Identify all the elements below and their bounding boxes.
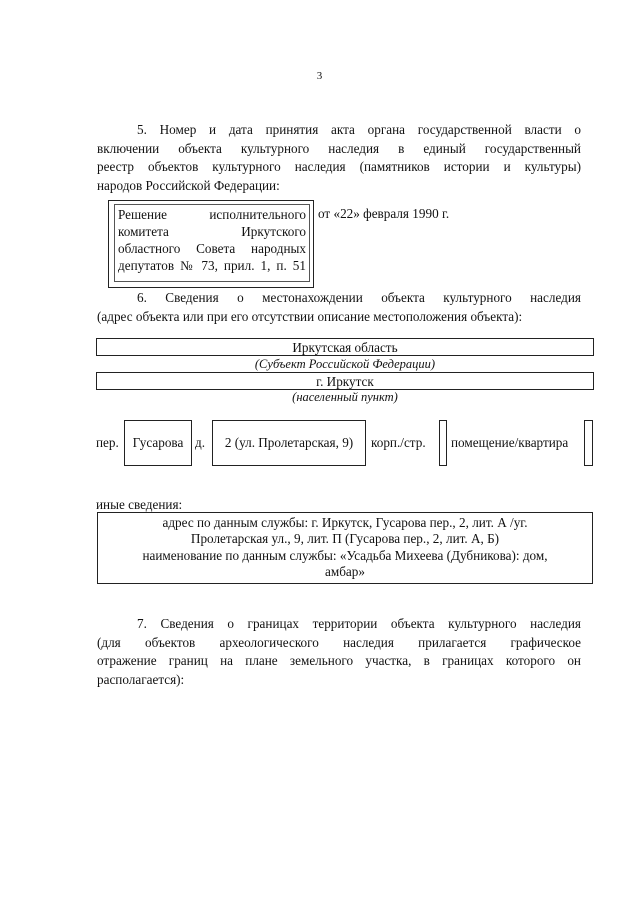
region-field: Иркутская область (96, 338, 594, 356)
decision-line: областного Совета народных (118, 241, 306, 256)
decision-line: комитета Иркутского (118, 224, 306, 239)
other-info-field (101, 515, 589, 581)
building-label: корп./стр. (371, 435, 426, 450)
other-info-line: наименование по данным службы: «Усадьба Михеева (Дубникова): дом, (142, 547, 548, 563)
section-6-line: 6. Сведения о местонахождении объекта культурного наследия (137, 290, 581, 305)
section-5-line: 5. Номер и дата принятия акта органа государственной власти о (137, 122, 581, 137)
apartment-field (584, 420, 593, 466)
section-5-heading (97, 121, 581, 195)
page-number: 3 (316, 70, 323, 82)
other-info-line: Пролетарская ул., 9, лит. П (Гусарова пер., 2, лит. А, Б) (190, 531, 500, 547)
other-info-line: амбар» (325, 563, 365, 579)
apartment-label: помещение/квартира (451, 435, 569, 450)
section-7-heading (97, 615, 581, 689)
section-6-line: (адрес объекта или при его отсутствии описание местоположения объекта): (97, 308, 523, 324)
other-info-label: иные сведения: (96, 497, 183, 512)
section-7-line: располагается): (97, 671, 185, 687)
house-field: 2 (ул. Пролетарская, 9) (212, 420, 366, 466)
decision-line: Решение исполнительного (118, 207, 306, 222)
other-info-line: адрес по данным службы: г. Иркутск, Гусарова пер., 2, лит. А /уг. (162, 515, 528, 530)
house-label: д. (195, 435, 206, 450)
section-5-line: реестр объектов культурного наследия (памятников истории и культуры) (97, 159, 581, 174)
section-7-line: (для объектов археологического наследия прилагается графическое (97, 634, 581, 650)
region-caption: (Субъект Российской Федерации) (254, 357, 436, 371)
decision-line: депутатов № 73, прил. 1, п. 51 (118, 258, 306, 273)
section-7-line: отражение границ на плане земельного участка, в границах которого он (97, 653, 581, 668)
decision-date: от «22» февраля 1990 г. (318, 206, 450, 221)
section-7-line: 7. Сведения о границах территории объекта культурного наследия (137, 616, 581, 631)
section-5-line: включении объекта культурного наследия в единый государственный (97, 140, 581, 156)
street-field: Гусарова (124, 420, 192, 466)
section-5-line: народов Российской Федерации: (97, 177, 280, 193)
decision-field (114, 204, 310, 282)
section-6-heading (97, 289, 581, 326)
locality-field: г. Иркутск (96, 372, 594, 390)
street-type-label: пер. (96, 435, 119, 450)
building-field (439, 420, 447, 466)
locality-caption: (населенный пункт) (292, 390, 398, 404)
